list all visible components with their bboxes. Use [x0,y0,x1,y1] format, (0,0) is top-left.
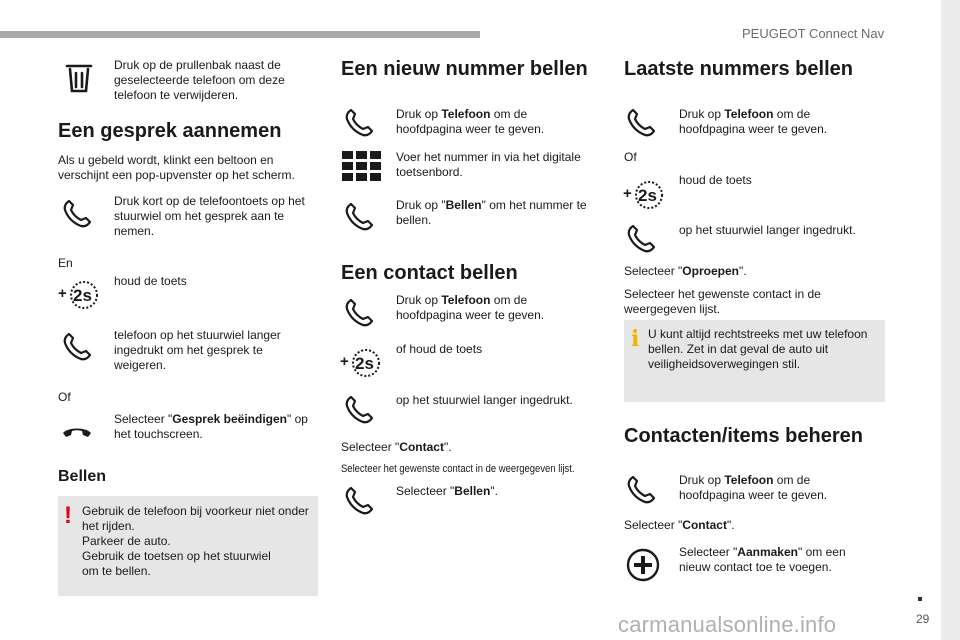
select-list-text: Selecteer het gewenste contact in de weergegeven lijst. [341,463,575,475]
phone-icon [60,197,94,231]
press-telefoon-text: Druk op Telefoon om de hoofdpagina weer te geven. [679,107,828,136]
watermark: carmanualsonline.info [618,612,837,637]
phone-icon [342,106,376,140]
press-bellen-text: Druk op "Bellen" om het nummer te bellen. [396,198,587,227]
keypad-text: Voer het nummer in via het digitale toetsenbord. [396,150,581,179]
phone-icon [342,296,376,330]
phone-icon [624,106,658,140]
select-contact-text: Selecteer "Contact". [624,518,735,532]
svg-text:2s: 2s [73,286,92,305]
warning-box [58,496,318,596]
warning-line-1: Gebruik de telefoon bij voorkeur niet onder het rijden. [82,504,309,533]
svg-text:+: + [623,185,632,202]
svg-text:2s: 2s [355,354,374,373]
page-marker [918,597,922,601]
hold-wheel-text: op het stuurwiel langer ingedrukt. [679,223,856,237]
of-label: Of [624,150,637,164]
of-label: Of [58,390,71,404]
phone-icon [342,393,376,427]
end-call-text: Selecteer "Gesprek beëindigen" op het touchscreen. [114,412,308,441]
press-telefoon-text: Druk op Telefoon om de hoofdpagina weer te geven. [396,107,545,136]
info-text: U kunt altijd rechtstreeks met uw telefoon bellen. Zet in dat geval de auto uit veiligheidsoverwegingen stil. [648,327,868,371]
trash-icon [62,60,96,94]
hold-key-text: of houd de toets [396,342,483,356]
page-side-margin [941,0,960,640]
plus-circle-icon [626,548,660,582]
steering-2s-icon [58,280,100,310]
press-telefoon-text: Druk op Telefoon om de hoofdpagina weer te geven. [396,293,545,322]
phone-icon [624,222,658,256]
phone-icon [60,330,94,364]
brand-label: PEUGEOT Connect Nav [742,26,885,41]
svg-text:+: + [58,285,67,302]
header-bar [0,31,480,38]
manage-contacts-title: Contacten/items beheren [624,425,863,447]
answer-intro-text: Als u gebeld wordt, klinkt een beltoon en verschijnt een pop-upvenster op het scherm. [58,153,295,182]
press-telefoon-text: Druk op Telefoon om de hoofdpagina weer te geven. [679,473,828,502]
hang-up-icon [60,414,94,448]
page-number: 29 [916,612,930,626]
hold-key-text: houd de toets [114,274,187,288]
warning-icon: ! [64,502,72,529]
phone-icon [342,200,376,234]
hold-wheel-text: op het stuurwiel langer ingedrukt. [396,393,573,407]
svg-text:2s: 2s [638,186,657,205]
warning-line-3: Gebruik de toetsen op het stuurwiel om te bellen. [82,549,271,578]
steering-2s-icon [340,348,382,378]
reject-call-text: telefoon op het stuurwiel langer ingedrukt om het gesprek te weigeren. [114,328,281,372]
answer-call-title: Een gesprek aannemen [58,120,282,142]
select-bellen-text: Selecteer "Bellen". [396,484,498,498]
delete-phone-text: Druk op de prullenbak naast de geselecteerde telefoon om deze telefoon te verwijderen. [114,58,285,102]
new-number-title: Een nieuw nummer bellen [341,58,588,80]
select-contact-text: Selecteer "Contact". [341,440,452,454]
phone-icon [624,473,658,507]
hold-key-text: houd de toets [679,173,752,187]
info-box [624,320,885,402]
add-contact-text: Selecteer "Aanmaken" om een nieuw contact toe te voegen. [679,545,846,574]
svg-text:+: + [340,353,349,370]
en-label: En [58,256,73,270]
select-list-text: Selecteer het gewenste contact in de weergegeven lijst. [624,287,821,316]
answer-step-text: Druk kort op de telefoontoets op het stuurwiel om het gesprek aan te nemen. [114,194,305,238]
recent-numbers-title: Laatste nummers bellen [624,58,853,80]
call-contact-title: Een contact bellen [341,262,518,284]
info-icon: i [631,326,640,352]
phone-icon [342,484,376,518]
select-oproepen-text: Selecteer "Oproepen". [624,264,747,278]
keypad-icon [342,150,382,184]
warning-line-2: Parkeer de auto. [82,534,171,548]
steering-2s-icon [623,180,665,210]
calling-title: Bellen [58,468,107,485]
